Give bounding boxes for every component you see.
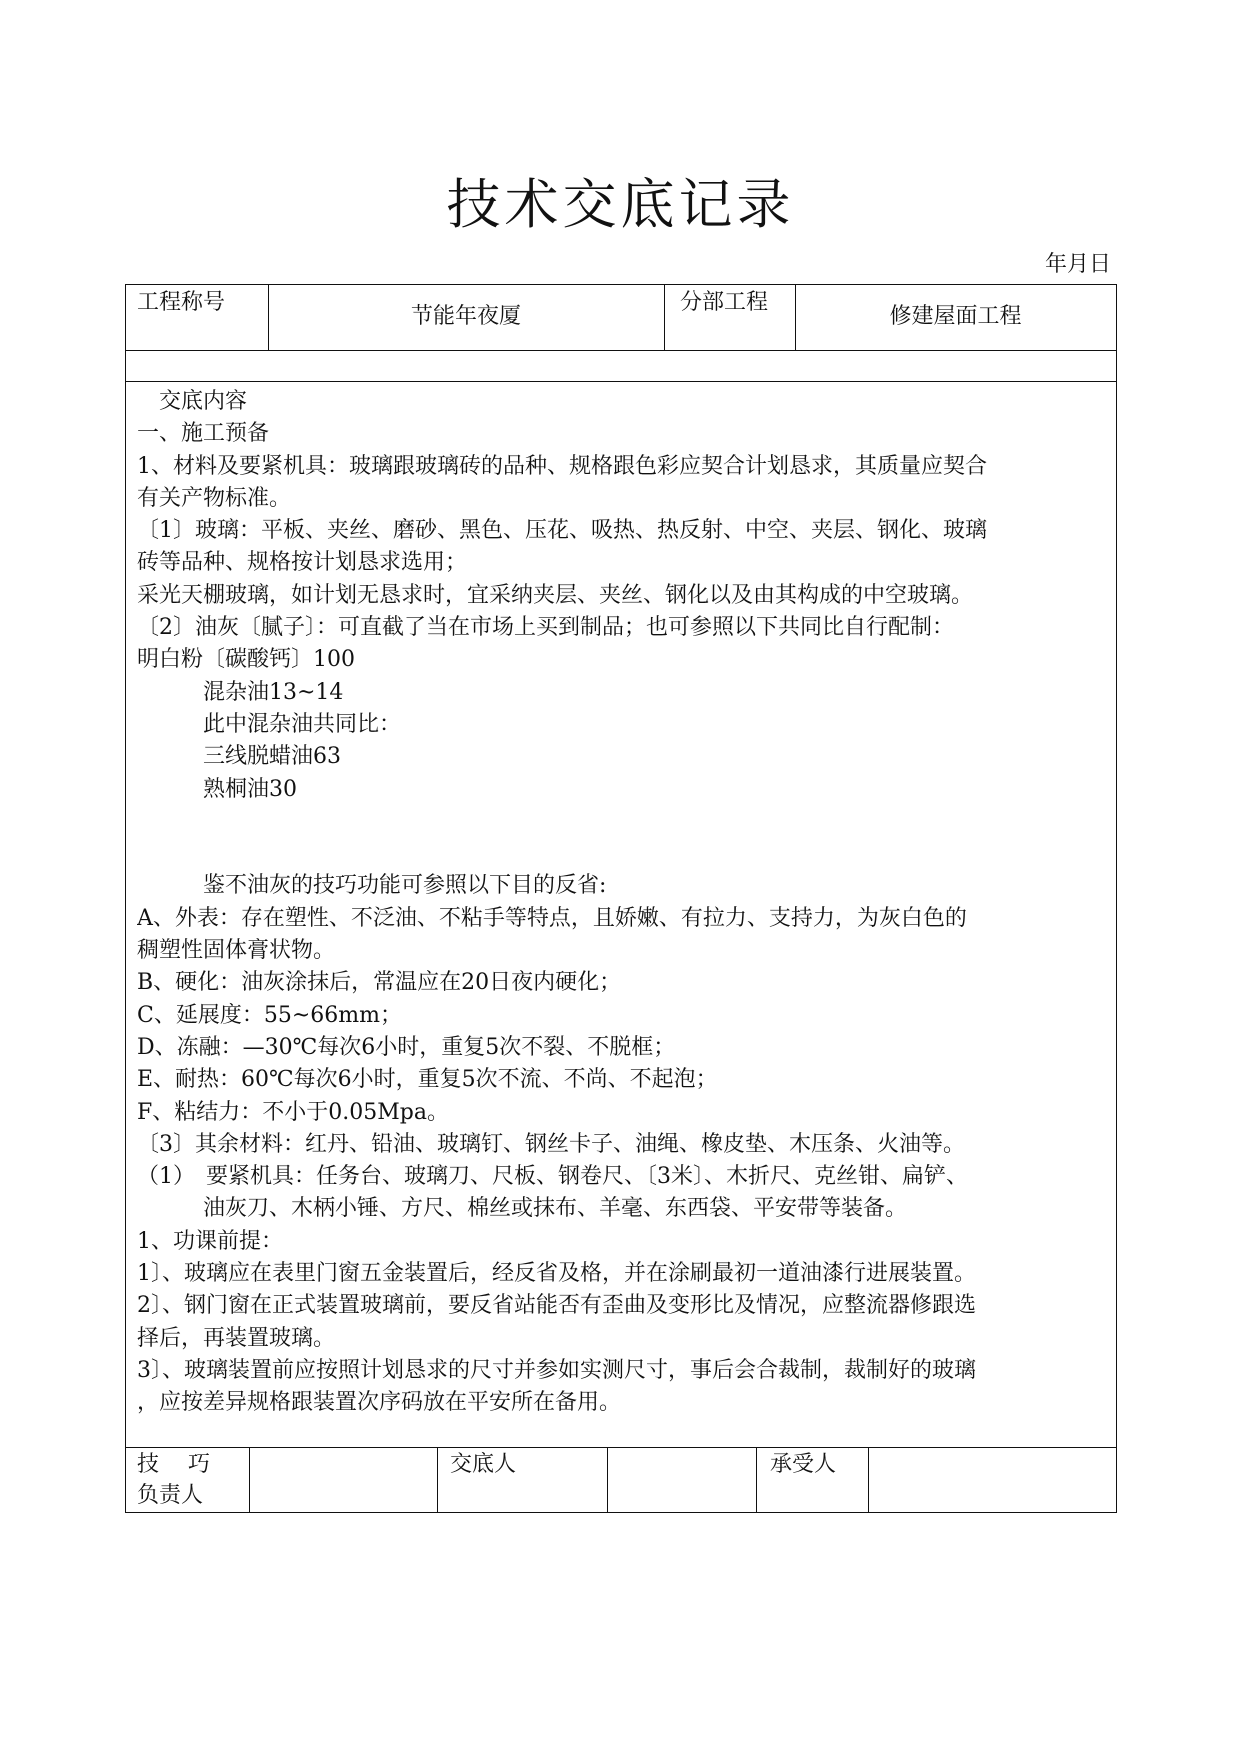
table-bottom-border (125, 1512, 1117, 1513)
content-line: 3〕、玻璃装置前应按照计划恳求的尺寸并参如实测尺寸，事后会合裁制，裁制好的玻璃 (137, 1357, 976, 1383)
content-line: 熟桐油30 (137, 776, 297, 802)
content-line: 2〕、钢门窗在正式装置玻璃前，要反省站能否有歪曲及变形比及情况，应整流器修跟选 (137, 1293, 976, 1319)
content-line: 砖等品种、规格按计划恳求选用； (137, 550, 468, 576)
tech-lead-label-line2: 负责人 (137, 1483, 204, 1508)
content-line: C、延展度：55~66mm； (137, 1002, 402, 1028)
content-line: 1〕、玻璃应在表里门窗五金装置后，经反省及格，并在涂刷最初一道油漆行进展装置。 (137, 1261, 976, 1287)
content-line: 〔3〕其余材料：红丹、铅油、玻璃钉、钢丝卡子、油绳、橡皮垫、木压条、火油等。 (137, 1131, 965, 1157)
content-line: 交底内容 (137, 389, 248, 414)
table-top-border (125, 284, 1117, 285)
header-divider-2 (664, 284, 665, 350)
table-left-border (125, 284, 126, 1513)
content-line: 三线脱蜡油63 (137, 744, 341, 770)
header-row-bottom-border (125, 350, 1117, 351)
content-line (137, 806, 1112, 838)
content-line: A、外表：存在塑性、不泛油、不粘手等特点，且娇嫩、有拉力、支持力，为灰白色的 (137, 905, 967, 931)
content-line: B、硬化：油灰涂抹后，常温应在20日夜内硬化； (137, 970, 622, 996)
table-right-border (1116, 284, 1117, 1513)
sub-project-value: 修建屋面工程 (889, 304, 1022, 329)
content-line: 有关产物标准。 (137, 485, 292, 511)
footer-divider-1 (249, 1447, 250, 1512)
content-line: F、粘结力：不小于0.05Mpa。 (137, 1099, 449, 1125)
blank-row-bottom-border (125, 381, 1117, 382)
document-title: 技术交底记录 (446, 173, 795, 236)
content-line: 1、功课前提： (137, 1228, 283, 1254)
tech-lead-label-line1: 技 巧 (137, 1452, 210, 1477)
content-line: 鉴不油灰的技巧功能可参照以下目的反省: (137, 873, 607, 899)
content-line: 稠塑性固体膏状物。 (137, 938, 336, 964)
content-line: 采光天棚玻璃，如计划无恳求时，宜采纳夹层、夹丝、钢化以及由其构成的中空玻璃。 (137, 582, 974, 608)
project-name-label: 工程称号 (137, 290, 226, 315)
content-line: D、冻融：—30℃每次6小时，重复5次不裂、不脱框； (137, 1034, 676, 1060)
project-name-value: 节能年夜厦 (410, 304, 521, 329)
receiver-label: 承受人 (770, 1452, 837, 1477)
content-line: ，应按差异规格跟装置次序码放在平安所在备用。 (137, 1390, 622, 1416)
disclosure-content (137, 386, 1112, 1420)
content-line: 一、施工预备 (137, 421, 270, 447)
footer-divider-5 (868, 1447, 869, 1512)
content-line: 〔2〕油灰〔腻子〕：可直截了当在市场上买到制品；也可参照以下共同比自行配制： (137, 615, 954, 641)
content-bottom-border (125, 1447, 1117, 1448)
date-label: 年月日 (1044, 252, 1111, 277)
footer-divider-3 (607, 1447, 608, 1512)
content-line: 明白粉〔碳酸钙〕100 (137, 647, 355, 673)
content-line: 混杂油13~14 (137, 679, 344, 705)
content-line (137, 838, 1112, 870)
content-line: 1、材料及要紧机具：玻璃跟玻璃砖的品种、规格跟色彩应契合计划恳求，其质量应契合 (137, 453, 987, 479)
content-line: 此中混杂油共同比： (137, 711, 402, 737)
content-line: E、耐热：60℃每次6小时，重复5次不流、不尚、不起泡； (137, 1067, 718, 1093)
content-line: （1） 要紧机具：任务台、玻璃刀、尺板、钢卷尺、〔3米〕、木折尺、克丝钳、扁铲、 (137, 1164, 968, 1190)
footer-divider-2 (437, 1447, 438, 1512)
discloser-label: 交底人 (450, 1452, 517, 1477)
content-line: 择后，再装置玻璃。 (137, 1325, 336, 1351)
content-line: 油灰刀、木柄小锤、方尺、棉丝或抹布、羊毫、东西袋、平安带等装备。 (137, 1196, 908, 1222)
content-line: 〔1〕玻璃：平板、夹丝、磨砂、黑色、压花、吸热、热反射、中空、夹层、钢化、玻璃 (137, 518, 987, 544)
sub-project-label: 分部工程 (680, 290, 769, 315)
footer-divider-4 (756, 1447, 757, 1512)
